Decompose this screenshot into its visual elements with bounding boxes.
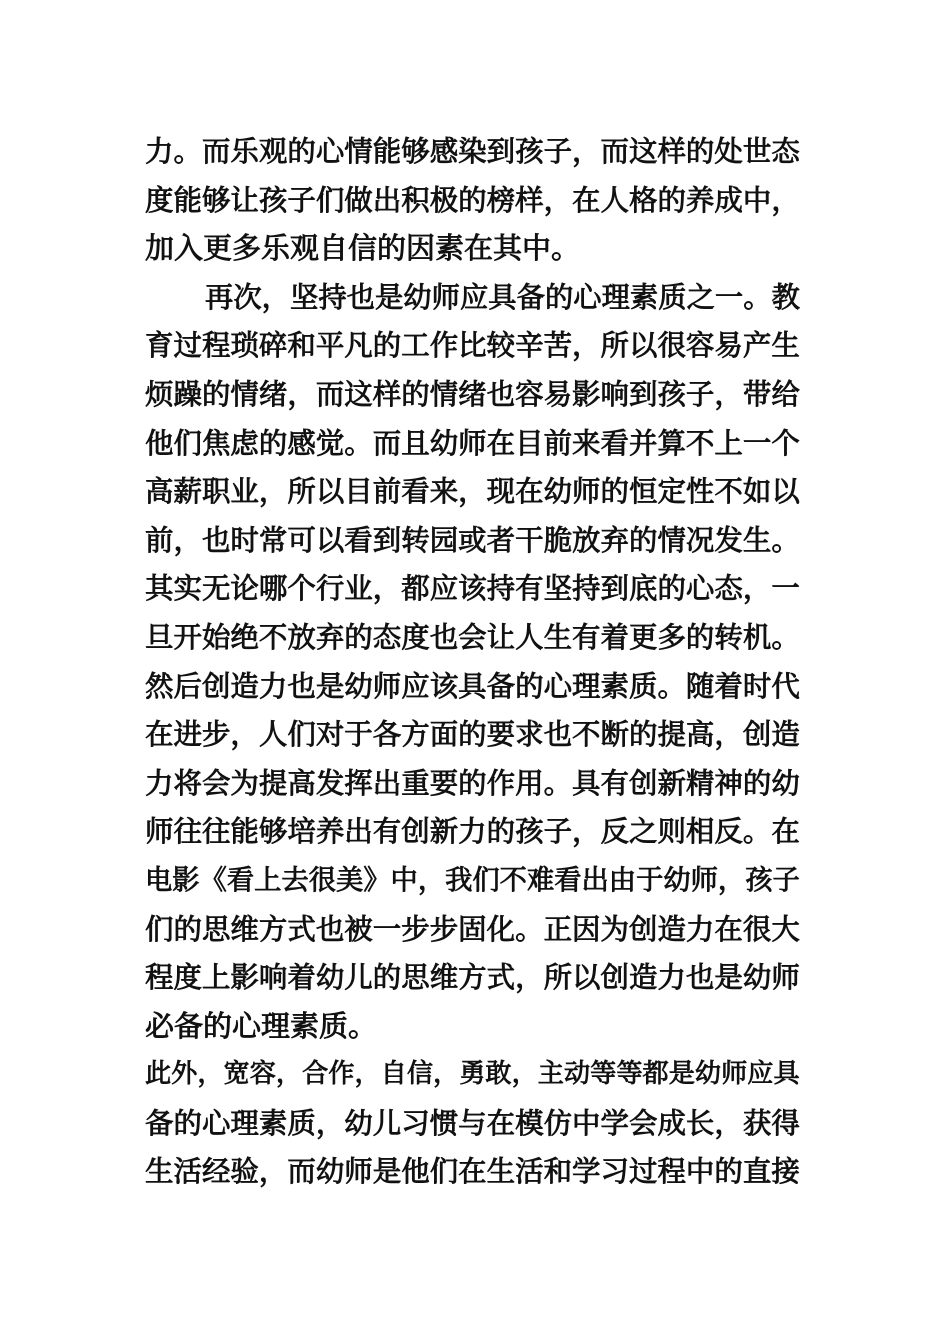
document-body (145, 127, 805, 1196)
text-line: 旦开始绝不放弃的态度也会让人生有着更多的转机。 (145, 619, 800, 654)
text-line: 力。而乐观的心情能够感染到孩子，而这样的处世态 (145, 134, 800, 168)
text-line: 们的思维方式也被一步步固化。正因为创造力在很大 (145, 911, 800, 946)
text-line: 必备的心理素质。 (145, 1008, 378, 1043)
text-line: 加入更多乐观自信的因素在其中。 (145, 231, 581, 266)
text-line: 度能够让孩子们做出积极的榜样，在人格的养成中， (145, 182, 800, 217)
text-line: 然后创造力也是幼师应该具备的心理素质。随着时代 (145, 668, 800, 703)
text-line: 前，也时常可以看到转园或者干脆放弃的情况发生。 (145, 522, 800, 557)
text-line: 师往往能够培养出有创新力的孩子，反之则相反。在 (145, 814, 800, 849)
text-line: 其实无论哪个行业，都应该持有坚持到底的心态，一 (145, 571, 800, 606)
text-line: 程度上影响着幼儿的思维方式，所以创造力也是幼师 (145, 960, 800, 995)
text-line: 在进步，人们对于各方面的要求也不断的提高，创造 (145, 717, 800, 752)
text-line: 高薪职业，所以目前看来，现在幼师的恒定性不如以 (145, 474, 800, 509)
text-line: 力将会为提高发挥出重要的作用。具有创新精神的幼 (145, 765, 800, 800)
text-line: 育过程琐碎和平凡的工作比较辛苦，所以很容易产生 (145, 328, 800, 363)
text-line: 生活经验，而幼师是他们在生活和学习过程中的直接 (145, 1154, 800, 1189)
text-line: 烦躁的情绪，而这样的情绪也容易影响到孩子，带给 (145, 376, 800, 411)
text-line: 再次，坚持也是幼师应具备的心理素质之一。教 (205, 279, 800, 314)
text-line: 此外，宽容，合作，自信，勇敢，主动等等都是幼师应具 (145, 1058, 800, 1090)
text-line: 他们焦虑的感觉。而且幼师在目前来看并算不上一个 (145, 425, 800, 460)
text-line: 电影《看上去很美》中，我们不难看出由于幼师，孩子 (145, 863, 800, 896)
text-line: 备的心理素质，幼儿习惯与在模仿中学会成长，获得 (145, 1105, 800, 1140)
